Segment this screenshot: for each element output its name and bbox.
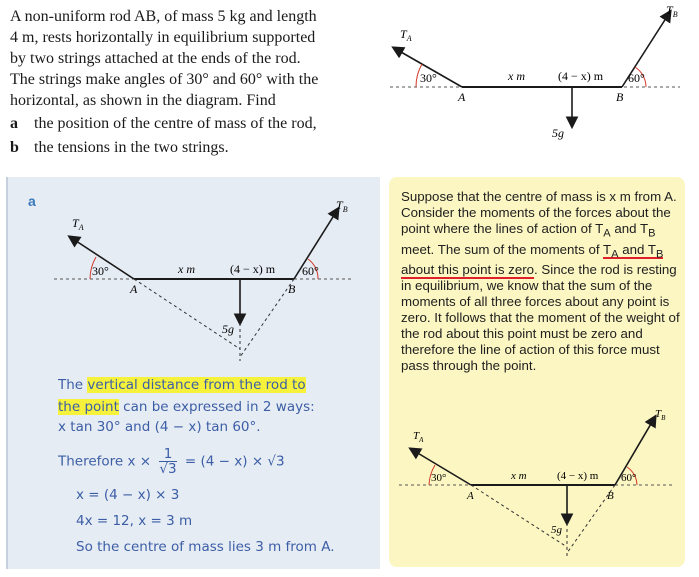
label-5g: 5g — [551, 524, 562, 536]
label-ta: $T_A$ — [413, 430, 424, 444]
label-rest: (4 − x) m — [557, 470, 599, 482]
problem-parts — [10, 112, 317, 160]
label-b: B — [607, 490, 614, 502]
problem-line: horizontal, as shown in the diagram. Find — [10, 92, 276, 109]
problem-line: 4 m, rests horizontally in equilibrium supported — [10, 29, 316, 46]
rod-diagram-worked — [52, 197, 372, 377]
angle-30: 30° — [92, 264, 109, 278]
explanation-note — [389, 177, 685, 567]
label-xm: x m — [508, 69, 525, 83]
worked-line-2: the point can be expressed in 2 ways: — [58, 399, 315, 415]
label-rest: (4 − x) m — [230, 262, 276, 276]
part-a-text: the position of the centre of mass of the rod, — [34, 115, 317, 132]
part-a — [10, 112, 317, 136]
part-b — [10, 136, 317, 160]
label-b: B — [616, 90, 624, 104]
label-b: B — [288, 282, 296, 296]
problem-line: The strings make angles of 30° and 60° with the — [10, 71, 319, 88]
fraction: $\frac{1}{√3}$ — [159, 446, 177, 477]
equation-3: 4x = 12, x = 3 m — [76, 513, 193, 529]
rod-diagram-note — [393, 407, 683, 567]
label-5g: 5g — [222, 322, 234, 336]
label-tb: $T_B$ — [655, 408, 666, 422]
label-xm: x m — [178, 262, 195, 276]
problem-line: by two strings attached at the ends of the rod. — [10, 50, 301, 67]
part-b-label: b — [10, 139, 19, 156]
angle-30: 30° — [420, 71, 437, 85]
label-a: A — [130, 282, 138, 296]
worked-part-label: a — [28, 193, 36, 209]
worked-solution — [6, 177, 380, 569]
label-ta: $T_A$ — [400, 27, 412, 43]
part-a-label: a — [10, 115, 18, 132]
label-xm: x m — [511, 470, 527, 482]
equation-2: x = (4 − x) × 3 — [76, 487, 180, 503]
label-ta: $T_A$ — [72, 216, 84, 232]
angle-60: 60° — [628, 71, 645, 85]
highlight: the point — [58, 399, 119, 415]
worked-line-1: The vertical distance from the rod to — [58, 377, 306, 393]
equation-1: Therefore x × $\frac{1}{√3}$ = (4 − x) × √3 — [58, 446, 285, 477]
angle-60: 60° — [621, 472, 637, 484]
angle-30: 30° — [431, 472, 447, 484]
problem-statement — [10, 6, 350, 111]
conclusion: So the centre of mass lies 3 m from A. — [76, 539, 335, 555]
part-b-text: the tensions in the two strings. — [34, 139, 229, 156]
note-text: Suppose that the centre of mass is x m from A. Consider the moments of the forces about the point where the lines of action of $T_A$ and $T_B$ meet. The sum of the moments of $T_A$ and $T_B$ about this point is zero. Since the rod is resting in equilibrium, we know that the sum of the moments of all three forces about any point is zero. It follows that the moment of the weight of the rod about this point must be zero and therefore the line of action of this force must pass through the point. — [401, 189, 680, 374]
label-rest: (4 − x) m — [558, 69, 604, 83]
angle-60: 60° — [302, 264, 319, 278]
rod-diagram-top — [380, 0, 692, 150]
label-tb: $T_B$ — [666, 3, 678, 19]
label-a: A — [458, 90, 466, 104]
label-tb: $T_B$ — [336, 198, 348, 214]
underlined-phrase: $T_A$ and $T_B$ about this point is zero — [401, 241, 664, 278]
label-a: A — [467, 490, 474, 502]
problem-line: A non-uniform rod AB, of mass 5 kg and length — [10, 8, 317, 25]
highlight: vertical distance from the rod to — [87, 377, 306, 393]
worked-line-3: x tan 30° and (4 − x) tan 60°. — [58, 419, 261, 435]
label-5g: 5g — [552, 126, 564, 140]
